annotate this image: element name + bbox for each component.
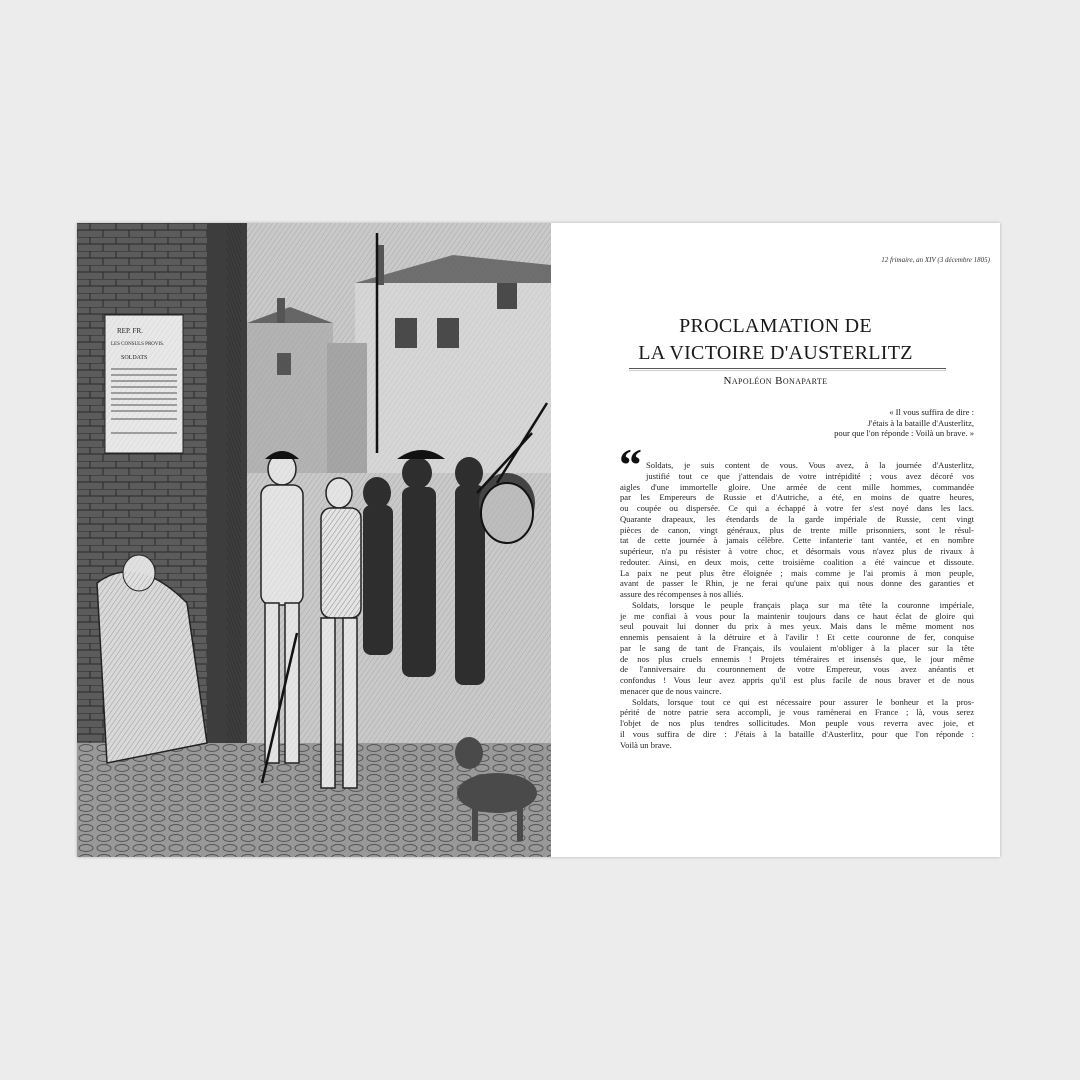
text-line: menacer que de nous vaincre. <box>620 685 722 696</box>
book-spread <box>77 223 1000 857</box>
text-line: avant de passer le Rhin, je ne ferai qu'une paix qui nous donne des garanties et <box>620 578 974 589</box>
running-head: 12 frimaire, an XIV (3 décembre 1805) <box>881 256 990 264</box>
text-line: de l'anniversaire du couronnement de votre Empereur, vous avez anéantis et <box>620 664 974 675</box>
text-line: Quarante drapeaux, les étendards de la garde impériale de Russie, cent vingt <box>620 513 974 524</box>
poster-line-2: LES CONSULS PROVIS. <box>111 342 165 347</box>
text-line: par le sang de tant de Français, ils voulaient m'obliger à la placer sur la tête <box>620 642 974 653</box>
text-line: assure des récompenses à nos alliés. <box>620 589 744 599</box>
text-line: tat de cette journée à jamais célèbre. Cette infanterie tant vantée, et en nombre <box>620 535 974 546</box>
poster-line-3: SOLDATS <box>121 355 148 361</box>
text-line: périté de notre patrie sera accompli, je vous ramènerai en France ; là, vous serez <box>620 707 974 718</box>
epigraph-line: pour que l'on réponde : Voilà un brave. » <box>834 428 974 439</box>
text-line: je me confiai à vous pour la maintenir toujours dans ce haut éclat de gloire qui <box>620 610 974 621</box>
text-line: Voilà un brave. <box>620 739 672 750</box>
text-line: il vous suffira de dire : J'étais à la bataille d'Austerlitz, pour que l'on réponde : <box>620 728 974 739</box>
illustration-page <box>77 223 551 857</box>
engraving-illustration <box>77 223 551 857</box>
text-line: aigles d'une immortelle gloire. Une armée de cent mille hommes, commandée <box>620 481 974 492</box>
quote-mark-icon: “ <box>619 439 642 490</box>
text-line: Soldats, lorsque le peuple français plaça sur ma tête la couronne impériale, <box>632 599 974 610</box>
text-line: confondus ! Vous leur avez appris qu'il est plus facile de nous braver et de nous <box>620 675 974 685</box>
page-title <box>551 313 1000 367</box>
text-line: Soldats, lorsque tout ce qui est nécessaire pour assurer le bonheur et la pros- <box>632 696 974 707</box>
title-rule <box>629 368 946 369</box>
text-line: l'objet de nos plus tendres sollicitudes. Mon peuple vous reverra avec joie, et <box>620 718 974 728</box>
text-line: par les Empereurs de Russie et d'Autriche, a été, en moins de quatre heures, <box>620 492 974 503</box>
epigraph-line: « Il vous suffira de dire : <box>889 407 974 417</box>
text-line: redouter. Ainsi, en deux mois, cette troisième coalition a été vaincue et dissoute. <box>620 556 974 567</box>
proclamation-text <box>620 460 974 750</box>
title-line-1: PROCLAMATION DE <box>679 315 872 337</box>
text-line: de nos plus cruels ennemis ! Projets téméraires et insensés que, le jour même <box>620 653 974 664</box>
text-line: ennemis pensaient à la détruire et à l'avilir ! Et cette couronne de fer, conquise <box>620 632 974 642</box>
text-line: ou coupée ou dispersée. Ce qui a échappé à votre fer s'est noyé dans les lacs. <box>620 503 974 513</box>
author-name: Napoléon Bonaparte <box>723 375 828 387</box>
text-line: seul pouvait lui donner du prix à mes yeux. Mais dans le même moment nos <box>620 621 974 632</box>
epigraph-line: J'étais à la bataille d'Austerlitz, <box>867 417 974 428</box>
poster-line-1: REP. FR. <box>117 327 143 335</box>
title-line-2: LA VICTOIRE D'AUSTERLITZ <box>638 342 913 364</box>
text-line: supérieur, n'a pu résister à votre choc, et désormais vous n'avez plus de rivaux à <box>620 546 974 556</box>
text-page <box>551 223 1000 857</box>
text-line: Soldats, je suis content de vous. Vous avez, à la journée d'Austerlitz, <box>646 460 974 470</box>
text-line: justifié tout ce que j'attendais de votre intrépidité ; vous avez décoré vos <box>646 470 974 481</box>
text-line: La paix ne peut plus être éloignée ; mais comme je l'ai promis à mon peuple, <box>620 567 974 578</box>
epigraph <box>724 407 974 439</box>
text-line: pièces de canon, vingt généraux, plus de trente mille prisonniers, sont le résul- <box>620 524 974 535</box>
